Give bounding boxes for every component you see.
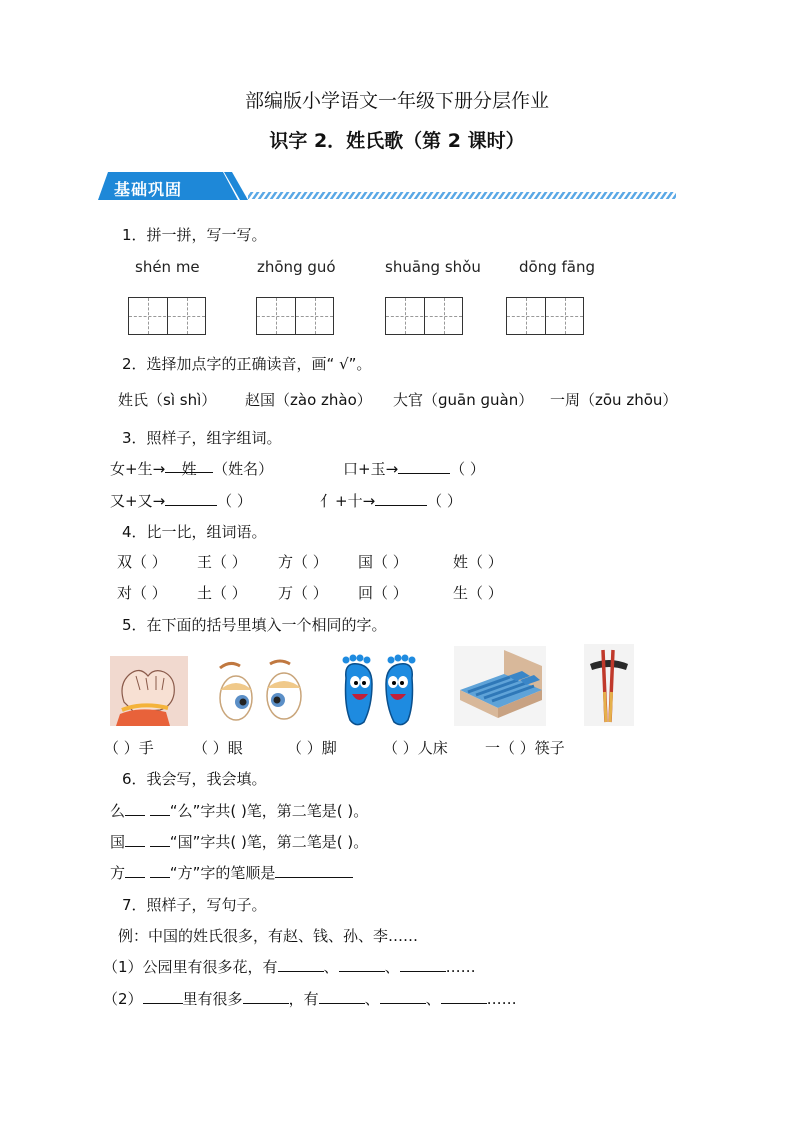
q6-line-2-blank-a[interactable] <box>125 832 145 847</box>
q6-line-2-blank-b[interactable] <box>150 832 170 847</box>
q3-item-2-blank[interactable] <box>398 459 450 474</box>
lesson-title: 识字 2．姓氏歌（第 2 课时） <box>269 130 525 152</box>
q6-line-3-blank-b[interactable] <box>150 863 170 878</box>
q6-line-1-text: “么”字共( )笔，第二笔是( )。 <box>169 802 369 820</box>
eyes-image <box>210 654 310 726</box>
q2-item-2[interactable]: 赵国（zào zhào） <box>245 391 372 409</box>
q7-s2-blank-1[interactable] <box>319 989 365 1004</box>
q6-line-1-blank-b[interactable] <box>150 801 170 816</box>
q6-line-2 <box>110 831 368 852</box>
q6-line-3-blank-a[interactable] <box>125 863 145 878</box>
section-banner-graphic <box>98 170 678 204</box>
q3-item-3-formula: 又+又→ <box>110 492 166 510</box>
q3-item-3-paren[interactable]: （ ） <box>217 492 252 510</box>
q4-r2-c5[interactable]: 生（ ） <box>453 584 503 602</box>
q7-s1-blank-2[interactable] <box>339 957 385 972</box>
writing-grid-1[interactable] <box>128 297 206 335</box>
q7-s2-sep-2: 、 <box>425 990 441 1008</box>
q3-item-4-paren[interactable]: （ ） <box>427 492 462 510</box>
chopsticks-image <box>584 644 634 726</box>
q6-line-1-blank-a[interactable] <box>125 801 145 816</box>
q6-line-3 <box>110 862 353 883</box>
q5-caption-chopsticks[interactable]: 一（ ）筷子 <box>485 739 565 757</box>
q1-pinyin-1: shén me <box>135 258 200 276</box>
q7-s2-mid2: ，有 <box>288 990 319 1008</box>
q7-s2-blank-thing[interactable] <box>243 989 289 1004</box>
q7-s2-blank-place[interactable] <box>143 989 183 1004</box>
q7-s1-blank-3[interactable] <box>400 957 446 972</box>
q6-stroke-order-blank[interactable] <box>275 863 353 878</box>
q7-s2-blank-2[interactable] <box>380 989 426 1004</box>
q1-pinyin-2: zhōng guó <box>257 258 336 276</box>
q4-prompt: 4．比一比，组词语。 <box>122 523 267 541</box>
q4-r2-c4[interactable]: 回（ ） <box>358 584 408 602</box>
q1-prompt: 1．拼一拼，写一写。 <box>122 226 267 244</box>
q2-item-4[interactable]: 一周（zōu zhōu） <box>550 391 678 409</box>
writing-grid-4[interactable] <box>506 297 584 335</box>
q3-item-2 <box>343 458 485 479</box>
q6-line-3-char: 方 <box>110 864 126 882</box>
q5-prompt: 5．在下面的括号里填入一个相同的字。 <box>122 616 387 634</box>
bed-image <box>454 646 546 726</box>
q3-example-formula: 女+生→ <box>110 460 166 478</box>
q4-r1-c2[interactable]: 王（ ） <box>197 553 247 571</box>
q6-line-2-text: “国”字共( )笔，第二笔是( )。 <box>169 833 369 851</box>
q3-example-answer-text: 姓 <box>181 460 197 478</box>
q7-prompt: 7．照样子，写句子。 <box>122 896 267 914</box>
q4-r1-c1[interactable]: 双（ ） <box>117 553 167 571</box>
hands-image <box>110 656 188 726</box>
q2-item-1[interactable]: 姓氏（sì shì） <box>118 391 217 409</box>
q5-caption-hand[interactable]: （ ）手 <box>104 739 154 757</box>
q7-s2-mid1: 里有很多 <box>182 990 243 1008</box>
series-title: 部编版小学语文一年级下册分层作业 <box>244 90 549 112</box>
writing-grid-2[interactable] <box>256 297 334 335</box>
q5-caption-eye[interactable]: （ ）眼 <box>193 739 243 757</box>
q2-item-3[interactable]: 大官（ɡuān ɡuàn） <box>393 391 534 409</box>
q7-s2-blank-3[interactable] <box>441 989 487 1004</box>
q7-s1-prefix: （1）公园里有很多花，有 <box>103 958 278 976</box>
q5-caption-bed[interactable]: （ ）人床 <box>383 739 448 757</box>
q3-item-4-blank[interactable] <box>375 491 427 506</box>
q7-s1-end: …… <box>445 958 476 976</box>
q2-prompt: 2．选择加点字的正确读音，画“ √”。 <box>122 355 372 373</box>
q1-pinyin-3: shuāng shǒu <box>385 258 481 276</box>
q3-item-3-blank[interactable] <box>165 491 217 506</box>
q5-caption-foot[interactable]: （ ）脚 <box>287 739 337 757</box>
q3-item-4-formula: 亻+十→ <box>320 492 376 510</box>
q3-item-2-paren[interactable]: （ ） <box>450 460 485 478</box>
q7-s2-end: …… <box>486 990 517 1008</box>
q4-r1-c5[interactable]: 姓（ ） <box>453 553 503 571</box>
q4-r2-c2[interactable]: 土（ ） <box>197 584 247 602</box>
q3-item-4 <box>320 490 462 511</box>
q6-line-1 <box>110 800 368 821</box>
q7-example: 例：中国的姓氏很多，有赵、钱、孙、李…… <box>118 927 419 945</box>
q7-sentence-2 <box>103 988 517 1009</box>
q4-r1-c4[interactable]: 国（ ） <box>358 553 408 571</box>
feet-image <box>338 654 420 728</box>
q3-example-word: （姓名） <box>213 460 274 478</box>
q7-s1-sep-1: 、 <box>323 958 339 976</box>
q7-s1-sep-2: 、 <box>384 958 400 976</box>
q1-pinyin-4: dōng fāng <box>519 258 595 276</box>
q7-s1-blank-1[interactable] <box>278 957 324 972</box>
section-banner <box>98 170 678 208</box>
q6-line-1-char: 么 <box>110 802 126 820</box>
q7-s2-prefix: （2） <box>103 990 143 1008</box>
q3-item-3 <box>110 490 252 511</box>
section-label: 基础巩固 <box>114 180 183 199</box>
q6-line-2-char: 国 <box>110 833 126 851</box>
q3-example-answer <box>165 458 213 478</box>
q7-sentence-1 <box>103 956 476 977</box>
q6-line-3-text: “方”字的笔顺是 <box>169 864 276 882</box>
q3-item-2-formula: 口+玉→ <box>343 460 399 478</box>
q3-prompt: 3．照样子，组字组词。 <box>122 429 282 447</box>
q7-s2-sep-1: 、 <box>364 990 380 1008</box>
q4-r2-c3[interactable]: 万（ ） <box>278 584 328 602</box>
q6-prompt: 6．我会写，我会填。 <box>122 770 267 788</box>
q3-example <box>110 458 273 479</box>
q4-r1-c3[interactable]: 方（ ） <box>278 553 328 571</box>
q4-r2-c1[interactable]: 对（ ） <box>117 584 167 602</box>
writing-grid-3[interactable] <box>385 297 463 335</box>
